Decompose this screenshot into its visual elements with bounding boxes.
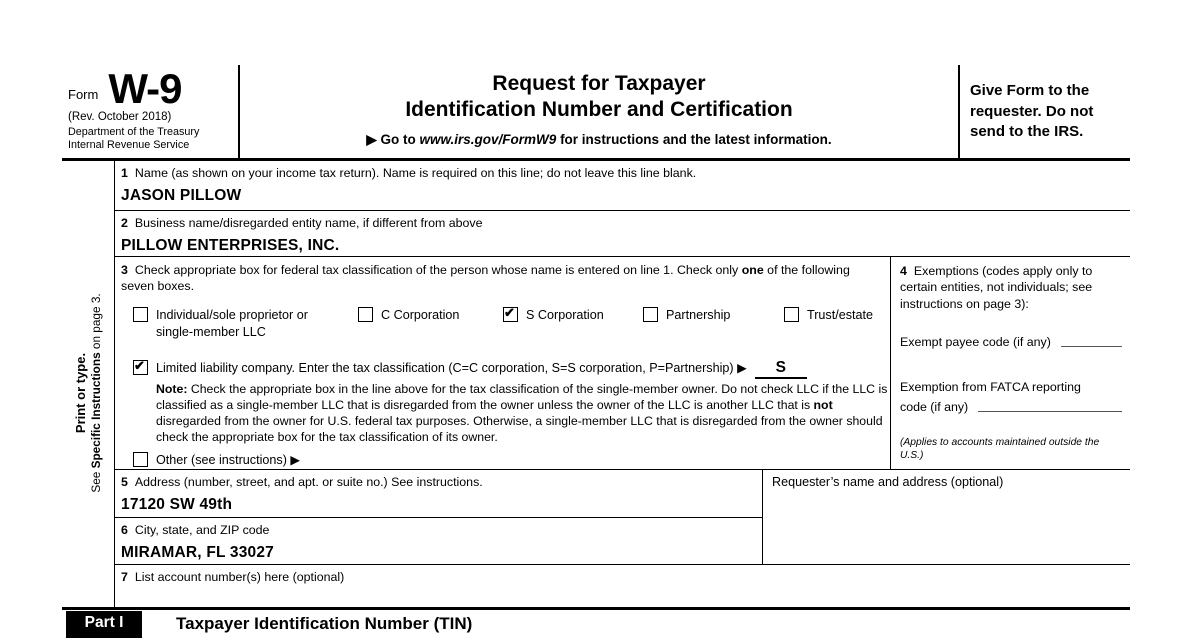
part1-title: Taxpayer Identification Number (TIN): [176, 614, 473, 633]
part1-badge: Part I: [66, 611, 142, 638]
checkbox-other[interactable]: [133, 452, 884, 467]
checkbox-individual[interactable]: [133, 307, 351, 340]
account-numbers-label: List account number(s) here (optional): [134, 570, 345, 584]
trust-estate-label: Trust/estate: [807, 308, 874, 323]
requester-box[interactable]: [762, 470, 1130, 564]
exemptions-label: Exemptions (codes apply only to certain entities, not individuals; see instructions on page 3):: [900, 264, 1093, 311]
exempt-payee-label: Exempt payee code (if any): [900, 335, 1051, 350]
fatca-code-input[interactable]: [978, 399, 1122, 412]
other-checkbox-icon[interactable]: [133, 452, 148, 467]
part1-header: [62, 611, 1130, 638]
c-corp-checkbox-icon[interactable]: [358, 307, 373, 322]
form-word: Form: [68, 87, 99, 102]
llc-label: Limited liability company. Enter the tax classification (C=C corporation, S=S corporation, P=Partnership) ▶ S: [156, 360, 807, 379]
checkbox-s-corporation[interactable]: [503, 307, 604, 323]
form-header: [62, 65, 1130, 161]
requester-label: Requester’s name and address (optional): [772, 475, 1004, 489]
form-title-block: [240, 65, 958, 158]
fatca-note: (Applies to accounts maintained outside the U.S.): [900, 436, 1100, 462]
individual-checkbox-icon[interactable]: [133, 307, 148, 322]
other-label: Other (see instructions) ▶: [156, 452, 301, 467]
line5-address-row: 5 Address (number, street, and apt. or suite no.) See instructions. 17120 SW 49th: [115, 470, 762, 518]
line7-account-row: 7 List account number(s) here (optional): [121, 570, 345, 584]
name-label: Name (as shown on your income tax return). Name is required on this line; do not leave this line blank.: [134, 166, 697, 180]
checkbox-c-corporation[interactable]: [358, 307, 459, 323]
classification-label: Check appropriate box for federal tax classification of the person whose name is entered on line 1. Check only one of the following seven boxes.: [121, 263, 850, 294]
address-input[interactable]: 17120 SW 49th: [121, 496, 233, 514]
irs-label: Internal Revenue Service: [68, 138, 190, 151]
goto-instruction: ▶ Go to www.irs.gov/FormW9 for instructions and the latest information.: [366, 131, 832, 147]
treasury-label: Department of the Treasury: [68, 125, 200, 138]
give-form-block: [958, 65, 1130, 158]
give-form-note: Give Form to the requester. Do not send to the IRS.: [970, 82, 1094, 141]
partnership-label: Partnership: [666, 308, 731, 323]
name-input[interactable]: JASON PILLOW: [121, 187, 242, 205]
exempt-payee-code-input[interactable]: [1061, 334, 1122, 347]
w9-form: [62, 65, 1130, 638]
line2-business-row: 2 Business name/disregarded entity name, if different from above PILLOW ENTERPRISES, INC.: [115, 211, 1130, 257]
city-state-zip-input[interactable]: MIRAMAR, FL 33027: [121, 544, 274, 562]
arrow-icon: ▶: [366, 131, 377, 147]
sidebar-instructions: [62, 161, 115, 607]
form-title: Request for Taxpayer Identification Number and Certification: [405, 72, 793, 121]
individual-label: Individual/sole proprietor or single-member LLC: [156, 308, 308, 339]
business-name-input[interactable]: PILLOW ENTERPRISES, INC.: [121, 237, 340, 255]
address-label: Address (number, street, and apt. or suite no.) See instructions.: [134, 475, 483, 489]
vertical-instruction: Print or type. See Specific Instructions on page 3.: [73, 293, 103, 493]
form-number: W-9: [108, 65, 182, 112]
city-state-zip-label: City, state, and ZIP code: [134, 523, 270, 537]
s-corp-label: S Corporation: [526, 308, 604, 323]
trust-estate-checkbox-icon[interactable]: [784, 307, 799, 322]
business-name-label: Business name/disregarded entity name, if different from above: [134, 216, 483, 230]
llc-note: Note: Check the appropriate box in the line above for the tax classification of the single-member owner. Do not check LLC if the LLC is classified as a single-member LLC that is disregarded from the owner unless the owner of the LLC is another LLC that is not disregarded from the owner for U.S. federal tax purposes. Otherwise, a single-member LLC that is disregarded from the owner should check the appropriate box for the tax classification of its owner.: [156, 381, 888, 444]
line6-city-row: 6 City, state, and ZIP code MIRAMAR, FL 33027: [115, 518, 762, 564]
llc-tax-class-input[interactable]: S: [755, 360, 807, 379]
checkbox-llc[interactable]: [133, 360, 884, 379]
fatca-label-line1: Exemption from FATCA reporting: [900, 379, 1081, 394]
arrow-icon: ▶: [737, 361, 747, 376]
section-divider: [62, 607, 1130, 610]
llc-checkbox-icon[interactable]: ✔: [133, 360, 148, 375]
revision-text: (Rev. October 2018): [68, 110, 172, 123]
checkbox-trust-estate[interactable]: [784, 307, 873, 323]
s-corp-checkbox-icon[interactable]: ✔: [503, 307, 518, 322]
fatca-label-line2: code (if any): [900, 399, 969, 414]
c-corp-label: C Corporation: [381, 308, 460, 323]
partnership-checkbox-icon[interactable]: [643, 307, 658, 322]
checkbox-partnership[interactable]: [643, 307, 730, 323]
line3-classification-section: 3 Check appropriate box for federal tax classification of the person whose name is entered on line 1. Check only one of the following seven boxes. Individual/sole proprietor or single-member LLC C Corporation ✔ S Corporation Partnership Trust/estate ✔ Limited liability company. Enter the tax classification (C=C corporation, S=S corporation, P=Partnership) ▶ S Note: Check the appropriate box in the line above for the tax classification of the single-member owner. Do not check LLC if the LLC is classified as a single-member LLC that is disregarded from the owner unless the owner of the LLC is another LLC that is not disregarded from the owner for U.S. federal tax purposes. Otherwise, a single-member LLC that is disregarded from the owner should check the appropriate box for the tax classification of its owner. Other (see instructions) ▶: [115, 257, 890, 469]
arrow-icon: ▶: [290, 452, 301, 467]
form-id-block: [62, 65, 240, 158]
line1-name-row: 1 Name (as shown on your income tax return). Name is required on this line; do not leave this line blank. JASON PILLOW: [115, 161, 1130, 211]
line4-exemptions-section: 4 Exemptions (codes apply only to certain entities, not individuals; see instructions on page 3): Exempt payee code (if any) Exemption from FATCA reporting code (if any) (Applies to accounts maintained outside the U.S.): [890, 257, 1130, 469]
irs-url: www.irs.gov/FormW9: [419, 131, 557, 147]
